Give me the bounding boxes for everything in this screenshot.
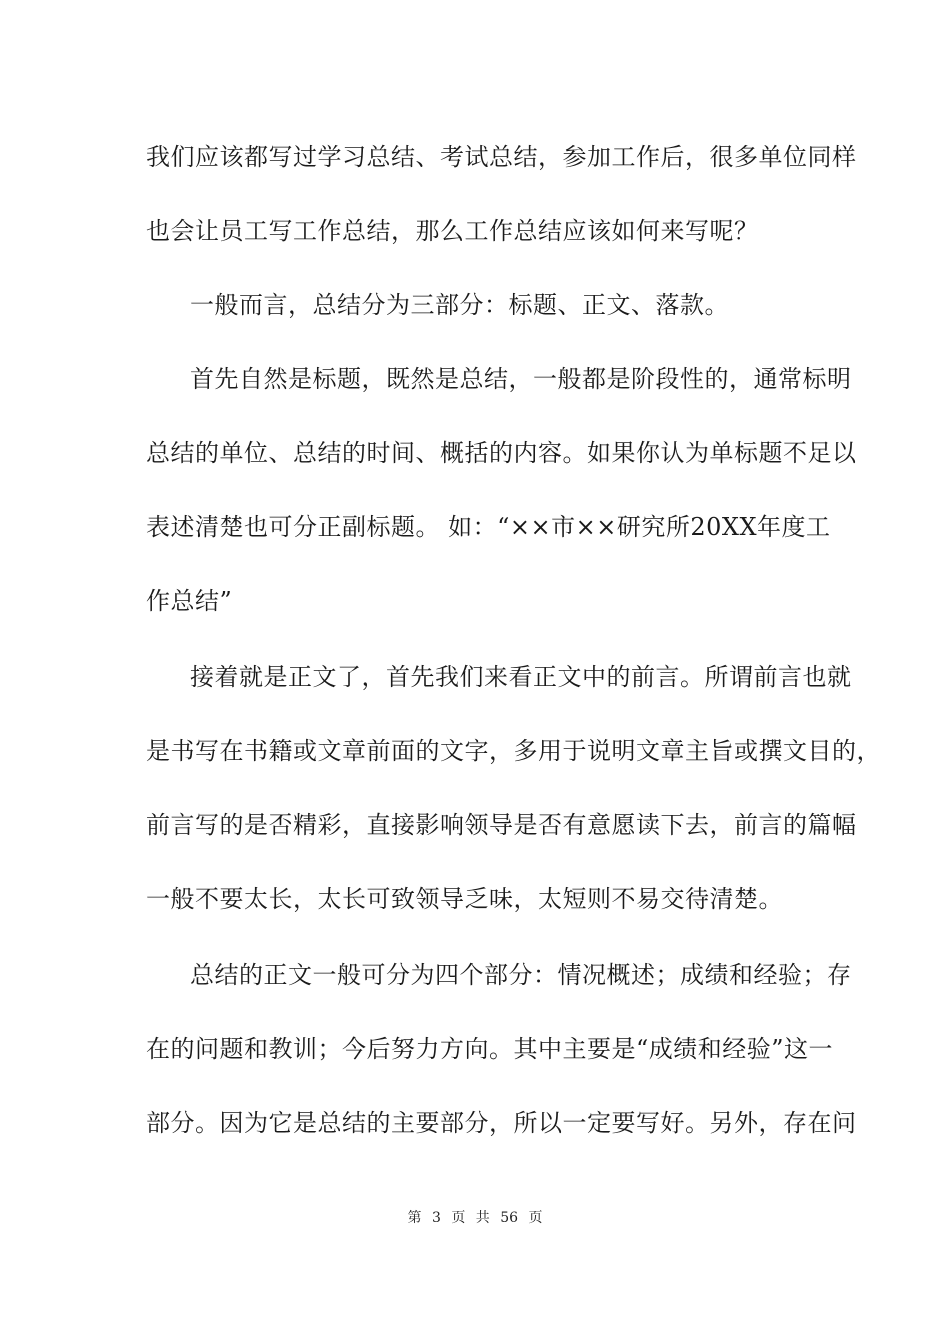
total-pages-number: 56: [500, 1210, 519, 1226]
text-line: 前言写的是否精彩，直接影响领导是否有意愿读下去，前言的篇幅: [146, 811, 857, 839]
text-line: 部分。因为它是总结的主要部分，所以一定要写好。另外，存在问: [146, 1109, 857, 1137]
text-line: 总结的单位、总结的时间、概括的内容。如果你认为单标题不足以: [146, 439, 857, 467]
footer-suffix: 页: [528, 1210, 543, 1226]
text-line: 是书写在书籍或文章前面的文字，多用于说明文章主旨或撰文目的，: [146, 737, 881, 765]
paragraph-start-line: 总结的正文一般可分为四个部分：情况概述；成绩和经验；存: [190, 961, 852, 989]
paragraph-start-line: 一般而言，总结分为三部分：标题、正文、落款。: [190, 291, 729, 319]
text-line: 也会让员工写工作总结，那么工作总结应该如何来写呢？: [146, 217, 759, 245]
current-page-number: 3: [431, 1210, 441, 1226]
paragraph-start-line: 接着就是正文了，首先我们来看正文中的前言。所谓前言也就: [190, 663, 852, 691]
paragraph-start-line: 首先自然是标题，既然是总结，一般都是阶段性的，通常标明: [190, 365, 852, 393]
text-line: 作总结”: [146, 587, 233, 615]
text-line: 我们应该都写过学习总结、考试总结，参加工作后，很多单位同样: [146, 143, 857, 171]
text-line: 一般不要太长，太长可致领导乏味，太短则不易交待清楚。: [146, 885, 783, 913]
footer-total-word: 共: [475, 1210, 490, 1226]
page-footer: [0, 1208, 950, 1228]
footer-page-word: 页: [451, 1210, 466, 1226]
text-line: 表述清楚也可分正副标题。 如：“××市××研究所20XX年度工: [146, 513, 831, 541]
footer-prefix: 第: [407, 1210, 422, 1226]
text-line: 在的问题和教训；今后努力方向。其中主要是“成绩和经验”这一: [146, 1035, 834, 1063]
